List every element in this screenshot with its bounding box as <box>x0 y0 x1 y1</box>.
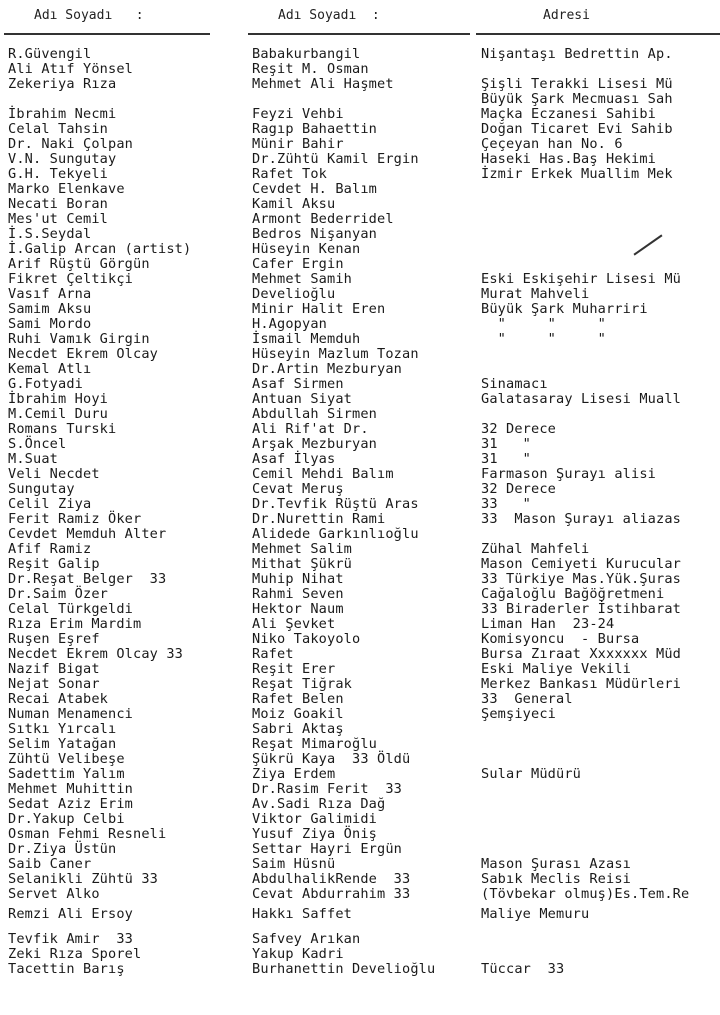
entry-address: Sinamacı <box>481 376 548 392</box>
entry-address: Haseki Has.Baş Hekimi <box>481 151 657 167</box>
entry-name-1: İ.S.Seydal <box>8 226 92 242</box>
entry-name-1: G.H. Tekyeli <box>8 166 109 182</box>
entry-name-1: Osman Fehmi Resneli <box>8 826 167 842</box>
entry-address: " " " <box>481 331 607 347</box>
entry-name-2: Viktor Galimidi <box>252 811 378 827</box>
entry-name-1: V.N. Sungutay <box>8 151 117 167</box>
entry-name-1: Ruhi Vamık Girgin <box>8 331 150 347</box>
entry-name-1: Nejat Sonar <box>8 676 100 692</box>
entry-name-1: Romans Turski <box>8 421 117 437</box>
entry-name-2: Abdullah Sirmen <box>252 406 378 422</box>
entry-name-2: Ali Rif'at Dr. <box>252 421 369 437</box>
entry-name-2: AbdulhalikRende 33 <box>252 871 411 887</box>
entry-name-1: Necdet Ekrem Olcay 33 <box>8 646 184 662</box>
entry-address: İzmir Erkek Muallim Mek <box>481 166 673 182</box>
entry-name-2: Armont Bederridel <box>252 211 394 227</box>
entry-name-2: Muhip Nihat <box>252 571 344 587</box>
entry-name-2: Mehmet Salim <box>252 541 353 557</box>
entry-name-1: Sungutay <box>8 481 75 497</box>
entry-name-1: Remzi Ali Ersoy <box>8 906 134 922</box>
entry-name-1: Dr.Yakup Celbi <box>8 811 125 827</box>
entry-name-2: Rafet Tok <box>252 166 328 182</box>
entry-name-1: Sedat Aziz Erim <box>8 796 134 812</box>
entry-address: Çeçeyan han No. 6 <box>481 136 623 152</box>
entry-address: Maliye Memuru <box>481 906 590 922</box>
entry-name-2: Yakup Kadri <box>252 946 344 962</box>
entry-name-1: Vasıf Arna <box>8 286 92 302</box>
entry-name-1: Dr. Naki Çolpan <box>8 136 134 152</box>
entry-name-1: Zühtü Velibeşe <box>8 751 125 767</box>
entry-address: Komisyoncu - Bursa <box>481 631 640 647</box>
entry-name-1: Celal Tahsin <box>8 121 109 137</box>
entry-name-2: Av.Sadi Rıza Dağ <box>252 796 386 812</box>
entry-address: Tüccar 33 <box>481 961 565 977</box>
entry-address: Farmason Şurayı alisi <box>481 466 657 482</box>
entry-name-1: Reşit Galip <box>8 556 100 572</box>
entry-name-1: Sadettim Yalım <box>8 766 125 782</box>
entry-address: Murat Mahveli <box>481 286 590 302</box>
entry-name-2: Niko Takoyolo <box>252 631 361 647</box>
entry-name-2: Hektor Naum <box>252 601 344 617</box>
entry-name-2: Rafet Belen <box>252 691 344 707</box>
entry-name-1: Sami Mordo <box>8 316 92 332</box>
entry-name-1: Ali Atıf Yönsel <box>8 61 134 77</box>
entry-address: Eski Maliye Vekili <box>481 661 632 677</box>
entry-name-1: Mehmet Muhittin <box>8 781 134 797</box>
entry-name-2: Ali Şevket <box>252 616 336 632</box>
entry-name-1: Dr.Ziya Üstün <box>8 841 117 857</box>
entry-name-2: Rafet <box>252 646 294 662</box>
entry-address: Mason Şurası Azası <box>481 856 632 872</box>
entry-address: 33 Mason Şurayı aliazas <box>481 511 682 527</box>
entry-name-2: Dr.Rasim Ferit 33 <box>252 781 403 797</box>
entry-name-1: Celal Türkgeldi <box>8 601 134 617</box>
entry-name-2: Cevat Meruş <box>252 481 344 497</box>
entry-address: 32 Derece <box>481 481 557 497</box>
entry-name-2: Hakkı Saffet <box>252 906 353 922</box>
entry-name-1: Mes'ut Cemil <box>8 211 109 227</box>
entry-name-2: Cevat Abdurrahim 33 <box>252 886 411 902</box>
entry-name-1: Marko Elenkave <box>8 181 125 197</box>
entry-name-1: Sıtkı Yırcalı <box>8 721 117 737</box>
address-column <box>481 0 720 1015</box>
entry-name-1: Dr.Saim Özer <box>8 586 109 602</box>
entry-address: Şişli Terakki Lisesi Mü <box>481 76 673 92</box>
entry-name-1: Arif Rüştü Görgün <box>8 256 150 272</box>
entry-address: Merkez Bankası Müdürleri <box>481 676 682 692</box>
entry-name-1: Recai Atabek <box>8 691 109 707</box>
entry-name-1: Dr.Reşat Belger 33 <box>8 571 167 587</box>
entry-name-2: Saim Hüsnü <box>252 856 336 872</box>
entry-name-1: Numan Menamenci <box>8 706 134 722</box>
entry-address: Sabık Meclis Reisi <box>481 871 632 887</box>
entry-name-2: Feyzi Vehbi <box>252 106 344 122</box>
entry-address: 31 " <box>481 451 532 467</box>
entry-name-2: Alidede Garkınlıoğlu <box>252 526 419 542</box>
entry-name-2: Ziya Erdem <box>252 766 336 782</box>
entry-name-2: Kamil Aksu <box>252 196 336 212</box>
entry-name-2: Reşat Tiğrak <box>252 676 353 692</box>
entry-name-2: Minir Halit Eren <box>252 301 386 317</box>
entry-name-2: Reşit M. Osman <box>252 61 369 77</box>
entry-address: Doğan Ticaret Evi Sahib <box>481 121 673 137</box>
entry-name-2: Dr.Artin Mezburyan <box>252 361 403 377</box>
column-header-name-2: Adı Soyadı : <box>278 8 380 23</box>
entry-name-1: Veli Necdet <box>8 466 100 482</box>
entry-name-1: Rıza Erim Mardim <box>8 616 142 632</box>
entry-name-1: İbrahim Necmi <box>8 106 117 122</box>
entry-name-2: Münir Bahir <box>252 136 344 152</box>
entry-name-2: Rahmi Seven <box>252 586 344 602</box>
entry-name-1: Nazif Bigat <box>8 661 100 677</box>
entry-address: 32 Derece <box>481 421 557 437</box>
entry-name-1: Samim Aksu <box>8 301 92 317</box>
entry-name-1: Selanikli Zühtü 33 <box>8 871 159 887</box>
entry-address: Büyük Şark Muharriri <box>481 301 648 317</box>
entry-name-1: İbrahim Hoyi <box>8 391 109 407</box>
entry-name-1: Cevdet Memduh Alter <box>8 526 167 542</box>
entry-name-2: Mehmet Ali Haşmet <box>252 76 394 92</box>
entry-address: Zühal Mahfeli <box>481 541 590 557</box>
entry-name-2: Dr.Tevfik Rüştü Aras <box>252 496 419 512</box>
entry-name-2: Moiz Goakil <box>252 706 344 722</box>
entry-address: Bursa Zıraat Xxxxxxx Müd <box>481 646 682 662</box>
entry-name-1: Zeki Rıza Sporel <box>8 946 142 962</box>
entry-address: Şemşiyeci <box>481 706 557 722</box>
column-header-address: Adresi <box>543 8 590 23</box>
entry-name-2: Cafer Ergin <box>252 256 344 272</box>
entry-address: 33 " <box>481 496 532 512</box>
entry-name-2: Hüseyin Mazlum Tozan <box>252 346 419 362</box>
entry-name-2: H.Agopyan <box>252 316 328 332</box>
entry-name-1: Selim Yatağan <box>8 736 117 752</box>
entry-name-1: Ruşen Eşref <box>8 631 100 647</box>
entry-name-2: Safvey Arıkan <box>252 931 361 947</box>
entry-name-1: İ.Galip Arcan (artist) <box>8 241 192 257</box>
entry-name-2: Şükrü Kaya 33 Öldü <box>252 751 411 767</box>
entry-address: Eski Eskişehir Lisesi Mü <box>481 271 682 287</box>
entry-name-2: Dr.Nurettin Rami <box>252 511 386 527</box>
entry-name-1: Celil Ziya <box>8 496 92 512</box>
entry-name-2: Ragıp Bahaettin <box>252 121 378 137</box>
names-column-1 <box>8 0 243 1015</box>
names-column-2 <box>252 0 474 1015</box>
entry-address: Liman Han 23-24 <box>481 616 615 632</box>
entry-name-1: Servet Alko <box>8 886 100 902</box>
entry-name-1: Fikret Çeltikçi <box>8 271 134 287</box>
entry-address: (Tövbekar olmuş)Es.Tem.Re <box>481 886 690 902</box>
entry-name-2: Antuan Siyat <box>252 391 353 407</box>
entry-name-1: Ferit Ramiz Öker <box>8 511 142 527</box>
entry-name-2: Cemil Mehdi Balım <box>252 466 394 482</box>
entry-name-1: M.Suat <box>8 451 59 467</box>
entry-name-1: Zekeriya Rıza <box>8 76 117 92</box>
entry-name-1: S.Öncel <box>8 436 67 452</box>
entry-name-2: Reşat Mimaroğlu <box>252 736 378 752</box>
entry-name-2: Mithat Şükrü <box>252 556 353 572</box>
entry-name-1: Saib Caner <box>8 856 92 872</box>
entry-name-2: Settar Hayri Ergün <box>252 841 403 857</box>
entry-name-1: Necdet Ekrem Olcay <box>8 346 159 362</box>
entry-name-1: Afif Ramiz <box>8 541 92 557</box>
entry-name-2: Sabri Aktaş <box>252 721 344 737</box>
entry-name-2: Cevdet H. Balım <box>252 181 378 197</box>
entry-address: 33 General <box>481 691 573 707</box>
entry-name-2: Babakurbangil <box>252 46 361 62</box>
column-header-name-1: Adı Soyadı : <box>34 8 144 23</box>
entry-name-1: Necati Boran <box>8 196 109 212</box>
entry-address: 33 Türkiye Mas.Yük.Şuras <box>481 571 682 587</box>
entry-name-2: Asaf İlyas <box>252 451 336 467</box>
entry-name-2: Hüseyin Kenan <box>252 241 361 257</box>
entry-name-1: Tacettin Barış <box>8 961 125 977</box>
entry-name-2: Arşak Mezburyan <box>252 436 378 452</box>
entry-name-1: Kemal Atlı <box>8 361 92 377</box>
entry-name-1: G.Fotyadi <box>8 376 84 392</box>
entry-name-2: Bedros Nişanyan <box>252 226 378 242</box>
entry-name-2: İsmail Memduh <box>252 331 361 347</box>
entry-address: Büyük Şark Mecmuası Sah <box>481 91 673 107</box>
entry-name-2: Yusuf Ziya Öniş <box>252 826 378 842</box>
entry-address: Cağaloğlu Bağöğretmeni <box>481 586 665 602</box>
entry-address: Sular Müdürü <box>481 766 582 782</box>
entry-name-1: M.Cemil Duru <box>8 406 109 422</box>
entry-name-2: Mehmet Samih <box>252 271 353 287</box>
entry-name-1: Tevfik Amir 33 <box>8 931 134 947</box>
entry-address: 33 Biraderler İstihbarat <box>481 601 682 617</box>
entry-name-2: Asaf Sirmen <box>252 376 344 392</box>
entry-name-2: Develioğlu <box>252 286 336 302</box>
entry-address: 31 " <box>481 436 532 452</box>
entry-address: Nişantaşı Bedrettin Ap. <box>481 46 673 62</box>
entry-address: Galatasaray Lisesi Muall <box>481 391 682 407</box>
entry-address: " " " <box>481 316 607 332</box>
entry-address: Mason Cemiyeti Kurucular <box>481 556 682 572</box>
entry-name-2: Dr.Zühtü Kamil Ergin <box>252 151 419 167</box>
entry-name-1: R.Güvengil <box>8 46 92 62</box>
entry-address: Maçka Eczanesi Sahibi <box>481 106 657 122</box>
entry-name-2: Reşit Erer <box>252 661 336 677</box>
entry-name-2: Burhanettin Develioğlu <box>252 961 436 977</box>
